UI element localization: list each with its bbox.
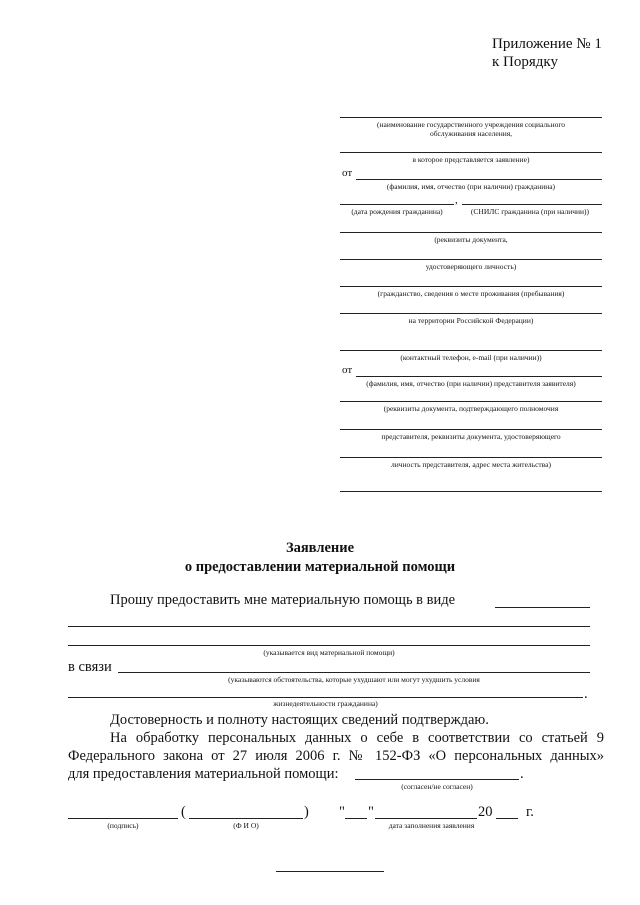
aid-kind-field-2[interactable] [68, 626, 590, 627]
consent-caption: (согласен/не согласен) [401, 782, 473, 791]
institution-caption: (наименование государственного учреждения социального [377, 120, 565, 129]
institution-caption-2: обслуживания населения, [429, 129, 513, 138]
circumstances-caption: (указываются обстоятельства, которые ухудшают или могут ухудшить условия [228, 675, 480, 684]
comma: , [455, 194, 458, 206]
representative-doc-field-2[interactable] [340, 429, 602, 430]
year-field[interactable] [496, 818, 518, 819]
consent-line-1: На обработку персональных данных о себе в соответствии со статьей 9 [110, 730, 604, 746]
consent-field[interactable] [355, 779, 519, 780]
signature-field[interactable] [68, 818, 178, 819]
applicant-fio-field[interactable] [356, 179, 602, 180]
consent-line-2: Федерального закона от 27 июля 2006 г. № 152-ФЗ «О персональных данных» [68, 748, 604, 764]
citizenship-field-2[interactable] [340, 313, 602, 314]
in-connection-label: в связи [68, 659, 112, 675]
representative-doc-caption: (реквизиты документа, подтверждающего полномочия [383, 404, 559, 413]
fio-paren-close: ) [304, 804, 309, 820]
birth-date-field[interactable] [340, 204, 454, 205]
from-label-2: от [342, 364, 353, 376]
document-subtitle: о предоставлении материальной помощи [184, 559, 456, 575]
footer-separator [276, 871, 384, 872]
applicant-fio-caption: (фамилия, имя, отчество (при наличии) гражданина) [386, 182, 556, 191]
year-prefix: 20 [478, 804, 493, 820]
snils-field[interactable] [462, 204, 602, 205]
circumstances-period: . [584, 686, 588, 702]
birth-date-caption: (дата рождения гражданина) [351, 207, 443, 216]
institution-field[interactable] [340, 117, 602, 118]
representative-fio-caption: (фамилия, имя, отчество (при наличии) представителя заявителя) [366, 379, 576, 388]
signature-fio-field[interactable] [189, 818, 303, 819]
representative-address-field[interactable] [340, 457, 602, 458]
citizenship-caption: (гражданство, сведения о месте проживания (пребывания) [377, 289, 565, 298]
aid-kind-field-3[interactable] [68, 645, 590, 646]
snils-caption: (СНИЛС гражданина (при наличии)) [470, 207, 590, 216]
representative-address-field-2[interactable] [340, 491, 602, 492]
contact-caption: (контактный телефон, e-mail (при наличии)) [400, 353, 542, 362]
quote-close: " [368, 804, 374, 820]
consent-line-3: для предоставления материальной помощи: [68, 766, 339, 782]
id-document-field-2[interactable] [340, 259, 602, 260]
year-suffix: г. [526, 804, 534, 820]
submitted-caption: в которое представляется заявление) [412, 155, 530, 164]
day-field[interactable] [345, 818, 367, 819]
representative-fio-field[interactable] [356, 376, 602, 377]
quote-open: " [339, 804, 345, 820]
month-field[interactable] [375, 818, 477, 819]
request-text: Прошу предоставить мне материальную помощь в виде [110, 592, 456, 608]
date-caption: дата заполнения заявления [388, 821, 475, 830]
id-document-field[interactable] [340, 232, 602, 233]
circumstances-field-2[interactable] [68, 697, 583, 698]
representative-address-caption: личность представителя, адрес места жительства) [391, 460, 551, 469]
id-document-caption-2: удостоверяющего личность) [425, 262, 517, 271]
document-title: Заявление [285, 540, 355, 556]
contact-field[interactable] [340, 350, 602, 351]
appendix-order: к Порядку [492, 54, 558, 70]
appendix-number: Приложение № 1 [492, 36, 602, 52]
signature-fio-caption: (Ф И О) [233, 821, 259, 830]
circumstances-caption-2: жизнедеятельности гражданина) [273, 699, 378, 708]
circumstances-field[interactable] [118, 672, 590, 673]
consent-end: . [520, 766, 524, 782]
from-label: от [342, 167, 353, 179]
fio-paren-open: ( [181, 804, 186, 820]
aid-kind-field[interactable] [495, 607, 590, 608]
id-document-caption: (реквизиты документа, [434, 235, 508, 244]
aid-kind-caption: (указывается вид материальной помощи) [263, 648, 395, 657]
citizenship-caption-2: на территории Российской Федерации) [408, 316, 534, 325]
representative-doc-field[interactable] [340, 401, 602, 402]
representative-doc-caption-2: представителя, реквизиты документа, удостоверяющего [381, 432, 561, 441]
signature-caption: (подпись) [107, 821, 139, 830]
citizenship-field[interactable] [340, 286, 602, 287]
institution-field-2[interactable] [340, 152, 602, 153]
confirm-text: Достоверность и полноту настоящих сведений подтверждаю. [110, 712, 489, 728]
